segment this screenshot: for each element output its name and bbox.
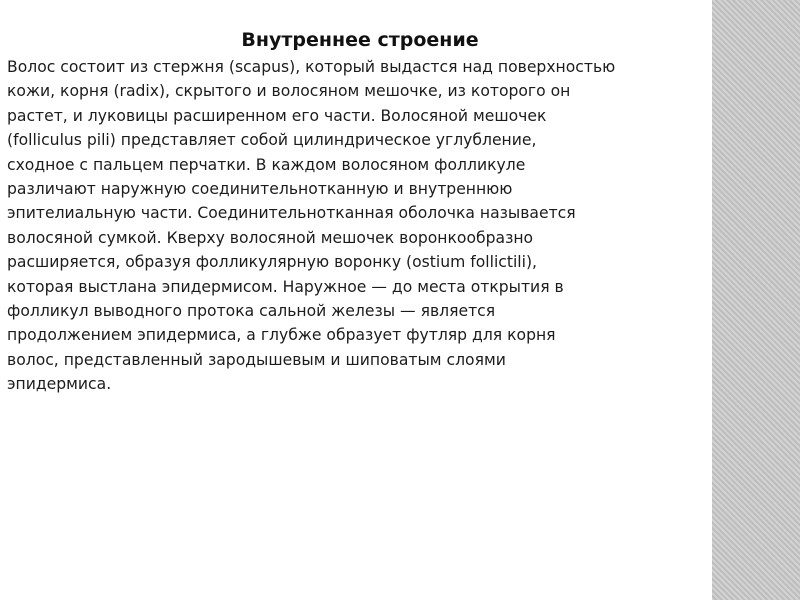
decorative-side-panel xyxy=(712,0,800,600)
body-line: кожи, корня (radix), скрытого и волосяном мешочке, из которого он xyxy=(7,82,571,101)
body-line: расширяется, образуя фолликулярную воронку (ostium follictili), xyxy=(7,253,538,272)
body-line: растет, и луковицы расширенном его части. Волосяной мешочек xyxy=(7,106,547,125)
body-line: волосяной сумкой. Кверху волосяной мешочек воронкообразно xyxy=(7,228,534,247)
slide-title: Внутреннее строение xyxy=(241,29,479,51)
body-line: фолликул выводного протока сальной железы — является xyxy=(7,302,496,321)
slide-body-text xyxy=(7,55,697,397)
body-line: сходное с пальцем перчатки. В каждом волосяном фолликуле xyxy=(7,155,526,174)
body-line: различают наружную соединительнотканную и внутреннюю xyxy=(7,180,513,199)
body-line: эпидермиса. xyxy=(7,375,112,394)
body-line: эпителиальную части. Соединительнотканная оболочка называется xyxy=(7,204,576,223)
body-line: (folliculus pili) представляет собой цилиндрическое углубление, xyxy=(7,131,537,150)
body-line: волос, представленный зародышевым и шиповатым слоями xyxy=(7,350,506,369)
body-line: Волос состоит из стержня (scapus), который выдастся над поверхностью xyxy=(7,58,616,76)
body-line: которая выстлана эпидермисом. Наружное — до места открытия в xyxy=(7,277,564,296)
body-line: продолжением эпидермиса, а глубже образует футляр для корня xyxy=(7,326,556,345)
